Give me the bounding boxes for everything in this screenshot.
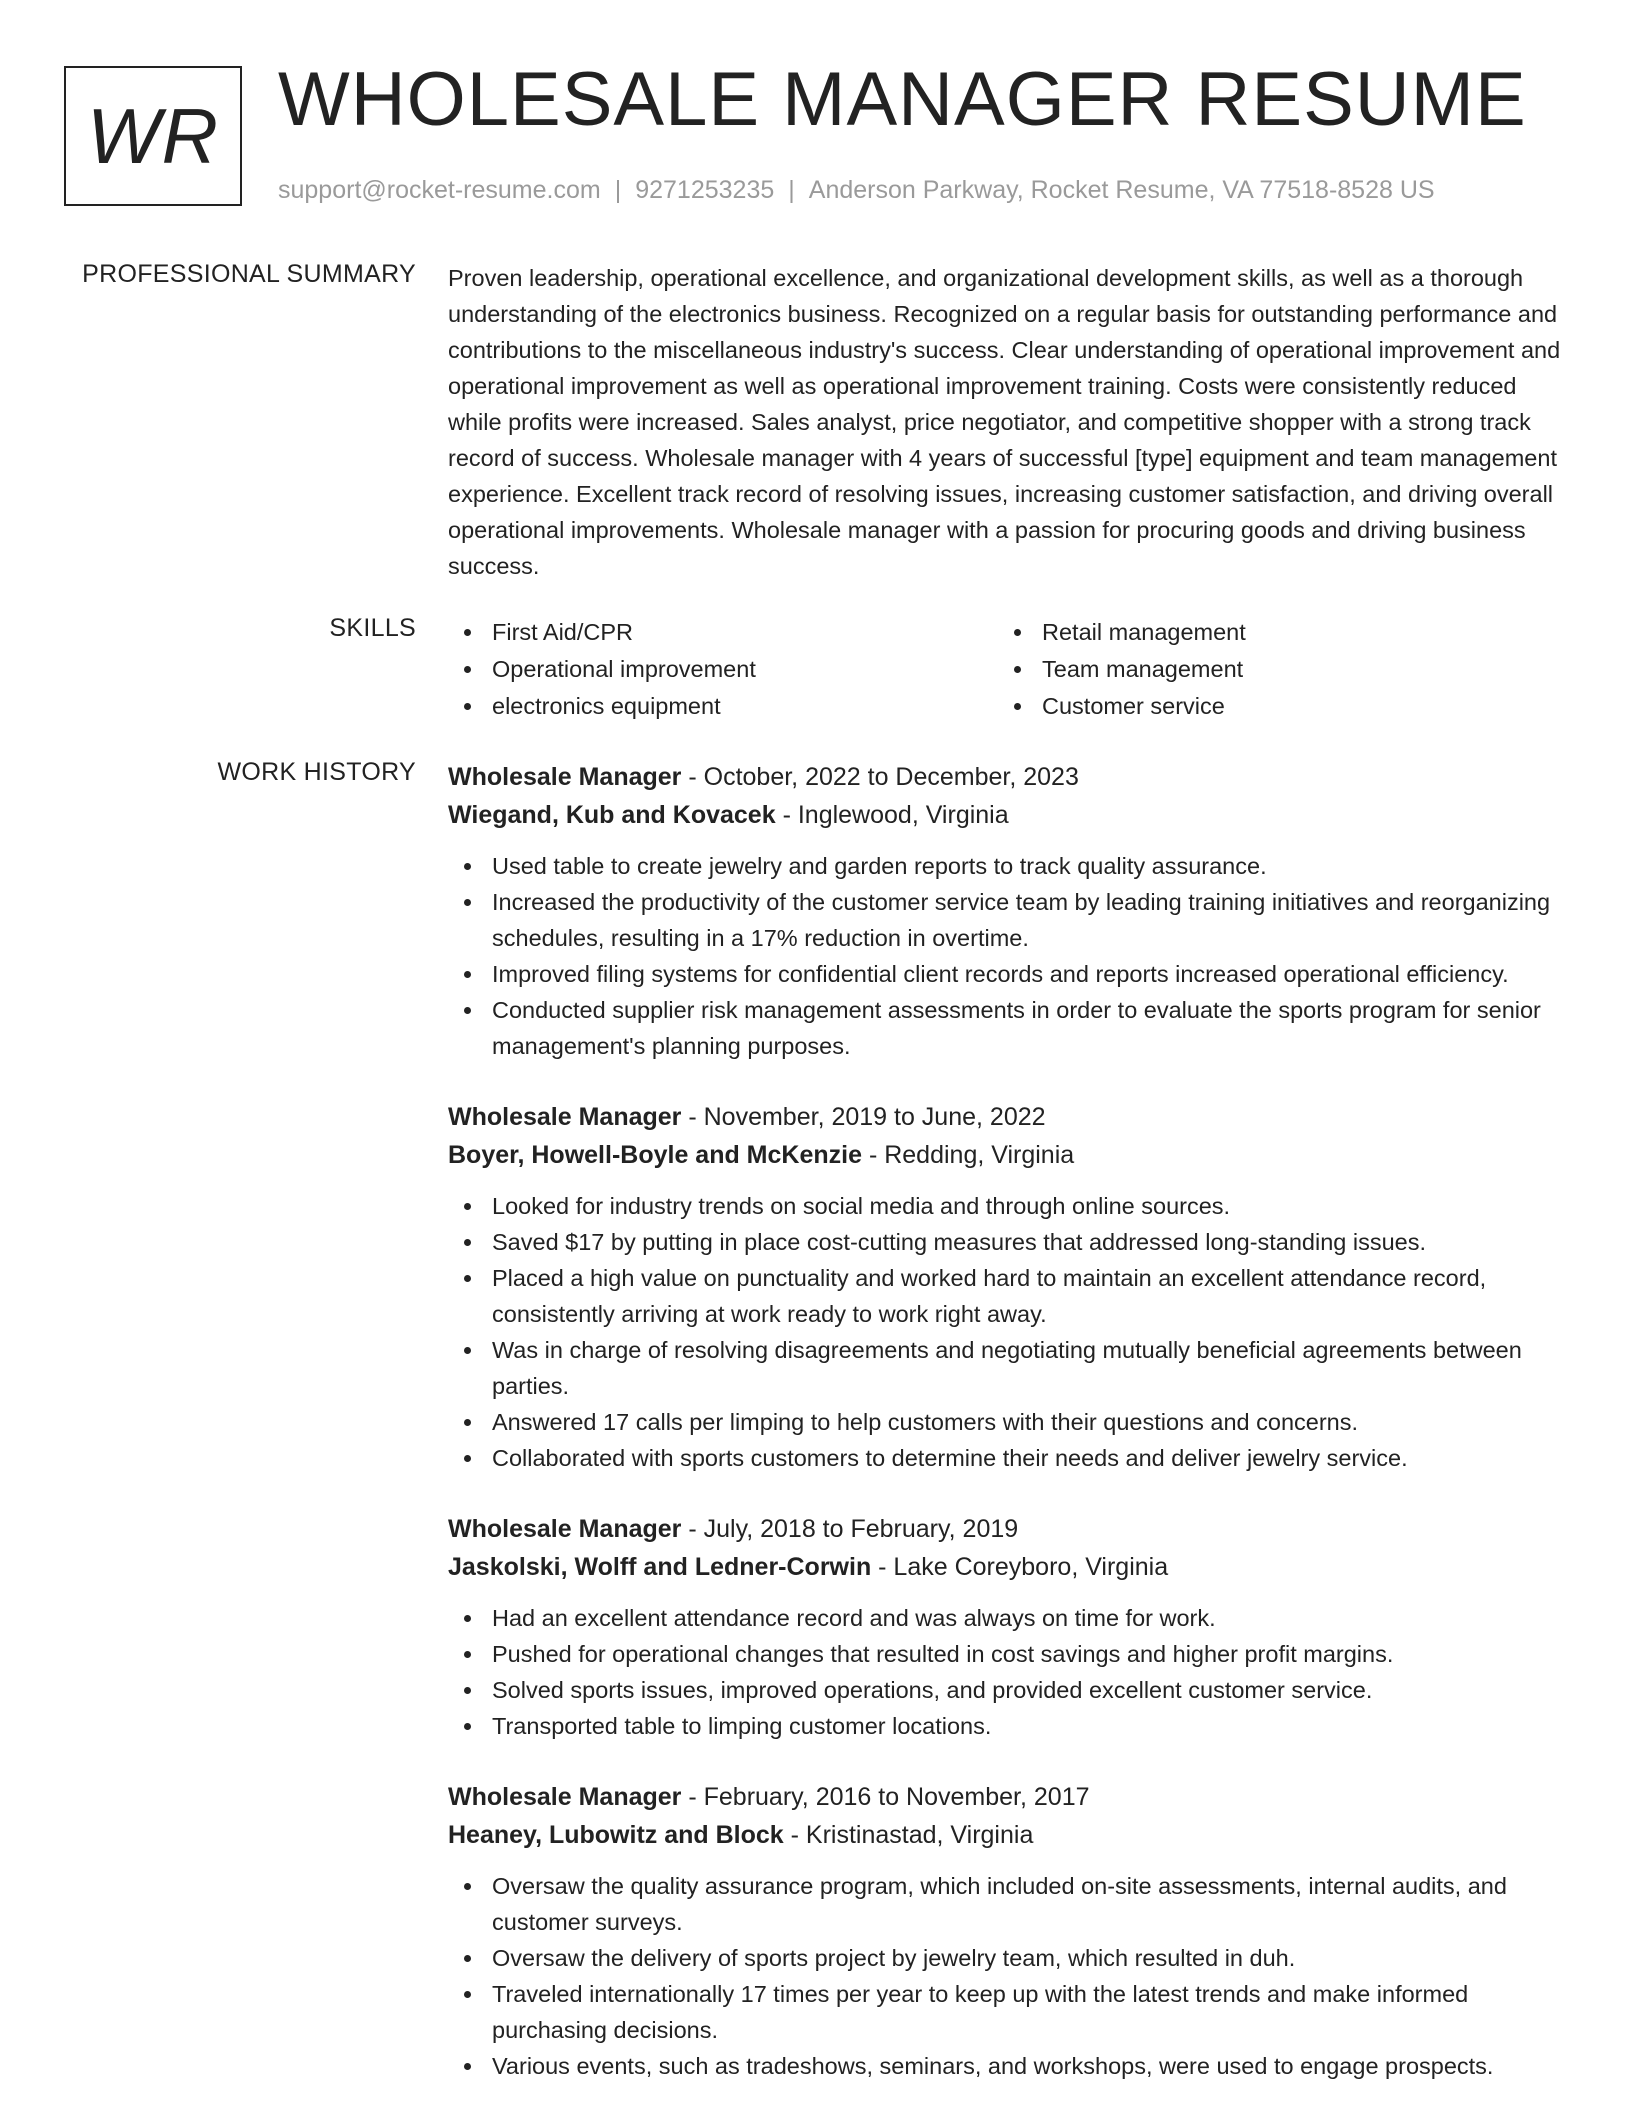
- job-duty: Traveled internationally 17 times per year to keep up with the latest trends and make informed purchasing decisions.: [448, 1976, 1568, 2048]
- job-company-line: [448, 1548, 1568, 1586]
- skills-heading: SKILLS: [329, 614, 416, 642]
- job-company: Boyer, Howell-Boyle and McKenzie: [448, 1141, 862, 1169]
- job-dates: - October, 2022 to December, 2023: [681, 763, 1079, 791]
- job-title-line: [448, 1510, 1568, 1548]
- job-duties: [448, 1188, 1568, 1476]
- job-duty: Solved sports issues, improved operations, and provided excellent customer service.: [448, 1672, 1568, 1708]
- summary-heading: PROFESSIONAL SUMMARY: [82, 260, 416, 288]
- job-entry: [448, 1778, 1568, 2084]
- job-duties: [448, 1600, 1568, 1744]
- job-location: - Lake Coreyboro, Virginia: [871, 1553, 1169, 1581]
- job-title-line: [448, 758, 1568, 796]
- job-title-line: [448, 1778, 1568, 1816]
- contact-line: [278, 176, 1435, 205]
- job-duty: Collaborated with sports customers to determine their needs and deliver jewelry service.: [448, 1440, 1568, 1476]
- job-location: - Kristinastad, Virginia: [783, 1821, 1034, 1849]
- job-title: Wholesale Manager: [448, 1103, 682, 1131]
- job-duty: Increased the productivity of the customer service team by leading training initiatives and reorganizing schedules, resulting in a 17% reduction in overtime.: [448, 884, 1568, 956]
- job-entry: [448, 758, 1568, 1064]
- contact-address: Anderson Parkway, Rocket Resume, VA 77518-8528 US: [808, 176, 1435, 204]
- contact-separator: |: [788, 176, 795, 204]
- job-dates: - November, 2019 to June, 2022: [681, 1103, 1046, 1131]
- resume-title: WHOLESALE MANAGER RESUME: [278, 57, 1527, 142]
- job-company-line: [448, 1136, 1568, 1174]
- job-entry: [448, 1510, 1568, 1744]
- job-duty: Oversaw the quality assurance program, which included on-site assessments, internal audits, and customer surveys.: [448, 1868, 1568, 1940]
- job-title: Wholesale Manager: [448, 1515, 682, 1543]
- skill-item: Customer service: [998, 688, 1548, 725]
- job-duty: Oversaw the delivery of sports project by jewelry team, which resulted in duh.: [448, 1940, 1568, 1976]
- work-history-heading: WORK HISTORY: [217, 758, 416, 786]
- job-duty: Various events, such as tradeshows, seminars, and workshops, were used to engage prospects.: [448, 2048, 1568, 2084]
- monogram-box: [64, 66, 242, 206]
- monogram-initials: WR: [87, 91, 219, 180]
- job-duty: Used table to create jewelry and garden reports to track quality assurance.: [448, 848, 1568, 884]
- job-dates: - February, 2016 to November, 2017: [681, 1783, 1090, 1811]
- contact-separator: |: [614, 176, 622, 204]
- job-company: Heaney, Lubowitz and Block: [448, 1821, 784, 1849]
- job-duty: Had an excellent attendance record and was always on time for work.: [448, 1600, 1568, 1636]
- skill-item: Team management: [998, 651, 1548, 688]
- job-duty: Placed a high value on punctuality and worked hard to maintain an excellent attendance record, consistently arriving at work ready to work right away.: [448, 1260, 1568, 1332]
- skill-item: First Aid/CPR: [448, 614, 998, 651]
- job-duty: Saved $17 by putting in place cost-cutting measures that addressed long-standing issues.: [448, 1224, 1568, 1260]
- skill-item: electronics equipment: [448, 688, 998, 725]
- job-company-line: [448, 1816, 1568, 1854]
- job-duty: Transported table to limping customer locations.: [448, 1708, 1568, 1744]
- job-dates: - July, 2018 to February, 2019: [681, 1515, 1019, 1543]
- job-title: Wholesale Manager: [448, 1783, 682, 1811]
- job-title: Wholesale Manager: [448, 763, 682, 791]
- job-duty: Improved filing systems for confidential client records and reports increased operational efficiency.: [448, 956, 1568, 992]
- job-duties: [448, 1868, 1568, 2084]
- job-company: Wiegand, Kub and Kovacek: [448, 801, 776, 829]
- summary-text: Proven leadership, operational excellence, and organizational development skills, as well as a thorough understanding of the electronics business. Recognized on a regular basis for outstanding performance and contributions to the miscellaneous industry's success. Clear understanding of operational improvement and operational improvement as well as operational improvement training. Costs were consistently reduced while profits were increased. Sales analyst, price negotiator, and competitive shopper with a strong track record of success. Wholesale manager with 4 years of successful [type] equipment and team management experience. Excellent track record of resolving issues, increasing customer satisfaction, and driving overall operational improvements. Wholesale manager with a passion for procuring goods and driving business success.: [448, 265, 1561, 579]
- contact-email: support@rocket-resume.com: [278, 176, 601, 204]
- job-location: - Inglewood, Virginia: [775, 801, 1009, 829]
- job-duties: [448, 848, 1568, 1064]
- skill-item: Operational improvement: [448, 651, 998, 688]
- skills-list: [448, 614, 1568, 725]
- job-company-line: [448, 796, 1568, 834]
- job-duty: Looked for industry trends on social media and through online sources.: [448, 1188, 1568, 1224]
- job-location: - Redding, Virginia: [862, 1141, 1075, 1169]
- job-company: Jaskolski, Wolff and Ledner-Corwin: [448, 1553, 872, 1581]
- job-title-line: [448, 1098, 1568, 1136]
- job-duty: Answered 17 calls per limping to help customers with their questions and concerns.: [448, 1404, 1568, 1440]
- job-entry: [448, 1098, 1568, 1476]
- job-duty: Pushed for operational changes that resulted in cost savings and higher profit margins.: [448, 1636, 1568, 1672]
- contact-phone: 9271253235: [635, 176, 775, 204]
- skill-item: Retail management: [998, 614, 1548, 651]
- job-duty: Was in charge of resolving disagreements and negotiating mutually beneficial agreements between parties.: [448, 1332, 1568, 1404]
- job-duty: Conducted supplier risk management assessments in order to evaluate the sports program for senior management's planning purposes.: [448, 992, 1568, 1064]
